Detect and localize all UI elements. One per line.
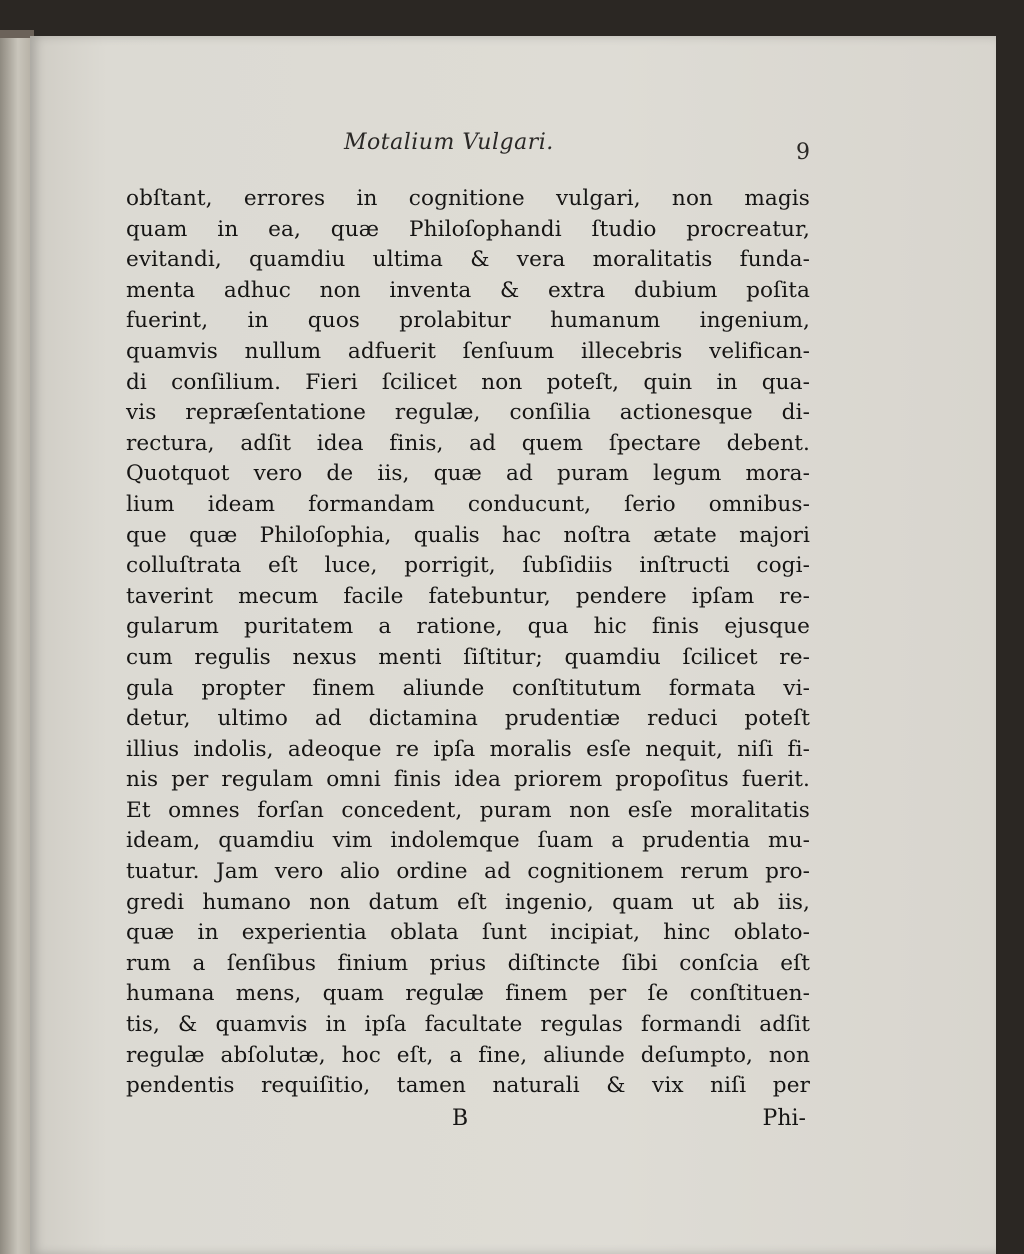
text-line: pendentis requiſitio, tamen naturali & vix niſi per: [126, 1073, 810, 1099]
text-line: illius indolis, adeoque re ipſa moralis esſe nequit, niſi fi-: [126, 736, 810, 762]
running-head: [126, 130, 810, 174]
text-line: obſtant, errores in cognitione vulgari, non magis: [126, 186, 810, 211]
text-line: fuerint, in quos prolabitur humanum ingenium,: [126, 308, 810, 334]
text-line: Quotquot vero de iis, quæ ad puram legum mora-: [126, 461, 810, 487]
text-line: menta adhuc non inventa & extra dubium poſita: [126, 277, 810, 303]
page-content: [126, 130, 810, 1134]
text-line: gula propter finem aliunde conſtitutum formata vi-: [126, 675, 810, 701]
text-line: evitandi, quamdiu ultima & vera moralitatis funda-: [126, 247, 810, 273]
text-line: detur, ultimo ad dictamina prudentiæ reduci poteſt: [126, 706, 810, 732]
text-line: colluſtrata eſt luce, porrigit, ſubſidiis inſtructi cogi-: [126, 553, 810, 579]
text-line: lium ideam formandam conducunt, ſerio omnibus-: [126, 491, 810, 517]
text-line: cum regulis nexus menti ſiſtitur; quamdiu ſcilicet re-: [126, 644, 810, 670]
text-line: humana mens, quam regulæ finem per ſe conſtituen-: [126, 981, 810, 1007]
text-line: rum a ſenſibus finium prius diſtincte ſibi conſcia eſt: [126, 950, 810, 976]
text-line: quam in ea, quæ Philoſophandi ſtudio procreatur,: [126, 216, 810, 242]
text-line: quæ in experientia oblata ſunt incipiat, hinc oblato-: [126, 920, 810, 946]
text-line: tuatur. Jam vero alio ordine ad cognitionem rerum pro-: [126, 859, 810, 885]
text-line: gredi humano non datum eſt ingenio, quam ut ab iis,: [126, 889, 810, 915]
body-text: [126, 184, 810, 1102]
text-line: di conſilium. Fieri ſcilicet non poteſt, quin in qua-: [126, 369, 810, 395]
running-title: Motalium Vulgari.: [344, 130, 554, 155]
text-line: tis, & quamvis in ipſa facultate regulas formandi adſit: [126, 1012, 810, 1038]
text-line: nis per regulam omni finis idea priorem propoſitus fuerit.: [126, 767, 810, 793]
text-line: quamvis nullum adfuerit ſenſuum illecebris velifican-: [126, 338, 810, 364]
right-background-strip: [996, 36, 1024, 1254]
text-line: rectura, adſit idea finis, ad quem ſpectare debent.: [126, 430, 810, 456]
text-line: regulæ abſolutæ, hoc eſt, a fine, aliunde deſumpto, non: [126, 1042, 810, 1068]
text-line: que quæ Philoſophia, qualis hac noſtra ætate majori: [126, 522, 810, 548]
signature-mark: B: [452, 1105, 469, 1131]
text-line: vis repræſentatione regulæ, conſilia actionesque di-: [126, 400, 810, 426]
page-number: 9: [796, 140, 810, 165]
text-line: Et omnes forſan concedent, puram non esſe moralitatis: [126, 797, 810, 823]
facing-page-edge: [0, 38, 30, 1254]
page-footer: [126, 1104, 810, 1134]
text-line: gularum puritatem a ratione, qua hic finis ejusque: [126, 614, 810, 640]
text-line: ideam, quamdiu vim indolemque ſuam a prudentia mu-: [126, 828, 810, 854]
text-line: taverint mecum facile fatebuntur, pendere ipſam re-: [126, 583, 810, 609]
catchword: Phi-: [762, 1105, 806, 1131]
